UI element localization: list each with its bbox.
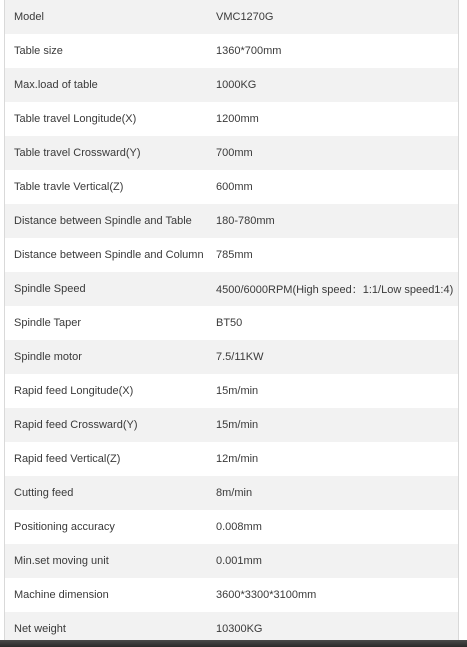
spec-value: 8m/min bbox=[216, 487, 253, 499]
spec-value: 1000KG bbox=[216, 79, 257, 91]
spec-label: Model bbox=[14, 11, 44, 23]
spec-label: Machine dimension bbox=[14, 589, 109, 601]
table-row bbox=[5, 510, 458, 544]
spec-label: Rapid feed Crossward(Y) bbox=[14, 419, 138, 431]
table-row bbox=[5, 238, 458, 272]
table-row bbox=[5, 442, 458, 476]
table-row bbox=[5, 578, 458, 612]
table-row bbox=[5, 0, 458, 34]
table-row bbox=[5, 102, 458, 136]
table-row bbox=[5, 408, 458, 442]
table-row bbox=[5, 306, 458, 340]
spec-value: 3600*3300*3100mm bbox=[216, 589, 317, 601]
spec-label: Rapid feed Longitude(X) bbox=[14, 385, 134, 397]
spec-label: Min.set moving unit bbox=[14, 555, 109, 567]
table-row bbox=[5, 34, 458, 68]
spec-value: 0.001mm bbox=[216, 555, 262, 567]
spec-value: 15m/min bbox=[216, 419, 259, 431]
spec-value: 785mm bbox=[216, 249, 253, 261]
spec-value: 10300KG bbox=[216, 623, 263, 635]
spec-label: Spindle motor bbox=[14, 351, 82, 363]
spec-value: 1200mm bbox=[216, 113, 259, 125]
spec-value: 4500/6000RPM(High speed：1:1/Low speed1:4) bbox=[216, 284, 454, 296]
table-row bbox=[5, 544, 458, 578]
spec-value: VMC1270G bbox=[216, 11, 274, 23]
spec-value: 600mm bbox=[216, 181, 253, 193]
spec-table bbox=[5, 0, 458, 646]
spec-label: Table travle Vertical(Z) bbox=[14, 181, 124, 193]
spec-label: Table travel Crossward(Y) bbox=[14, 147, 141, 159]
spec-value: 15m/min bbox=[216, 385, 259, 397]
spec-label: Max.load of table bbox=[14, 79, 98, 91]
spec-value: 7.5/11KW bbox=[216, 351, 264, 363]
table-row bbox=[5, 204, 458, 238]
table-row bbox=[5, 68, 458, 102]
spec-label: Positioning accuracy bbox=[14, 521, 115, 533]
spec-label: Table travel Longitude(X) bbox=[14, 113, 137, 125]
spec-label: Distance between Spindle and Column bbox=[14, 249, 204, 261]
spec-label: Cutting feed bbox=[14, 487, 74, 499]
spec-value: 0.008mm bbox=[216, 521, 262, 533]
spec-label: Distance between Spindle and Table bbox=[14, 215, 192, 227]
spec-label: Spindle Speed bbox=[14, 283, 86, 295]
table-row bbox=[5, 340, 458, 374]
bottom-bar bbox=[0, 640, 467, 647]
spec-label: Table size bbox=[14, 45, 63, 57]
spec-value: BT50 bbox=[216, 317, 243, 329]
spec-value: 1360*700mm bbox=[216, 45, 282, 57]
spec-label: Net weight bbox=[14, 623, 66, 635]
spec-value: 12m/min bbox=[216, 453, 259, 465]
table-row bbox=[5, 272, 458, 306]
spec-value: 700mm bbox=[216, 147, 253, 159]
table-row bbox=[5, 136, 458, 170]
spec-value: 180-780mm bbox=[216, 215, 275, 227]
table-row bbox=[5, 476, 458, 510]
table-row bbox=[5, 374, 458, 408]
spec-label: Rapid feed Vertical(Z) bbox=[14, 453, 121, 465]
table-row bbox=[5, 170, 458, 204]
spec-label: Spindle Taper bbox=[14, 317, 82, 329]
